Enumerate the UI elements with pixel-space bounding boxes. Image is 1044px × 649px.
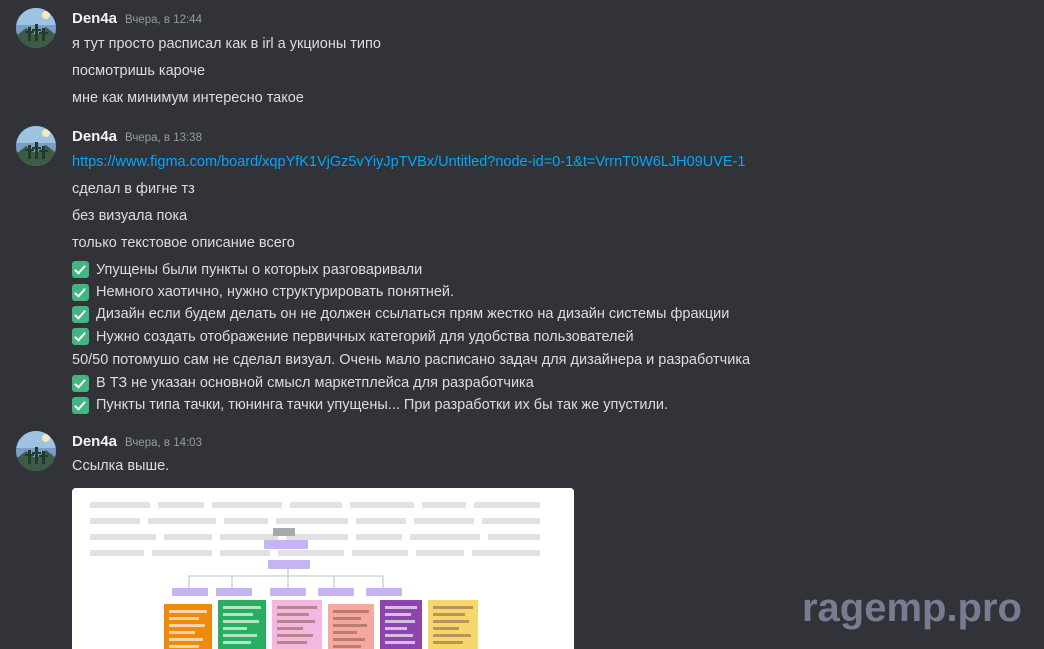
message-text: сделал в фигне тз bbox=[72, 180, 195, 197]
checklist-item-label: В ТЗ не указан основной смысл маркетплейса для разработчика bbox=[96, 375, 534, 392]
check-icon bbox=[72, 328, 89, 345]
checklist-item-label: Немного хаотично, нужно структурировать понятней. bbox=[96, 283, 455, 300]
checklist bbox=[72, 259, 1028, 417]
message-header bbox=[72, 433, 1028, 452]
watermark: ragemp.pro bbox=[801, 586, 1022, 630]
checklist-item bbox=[72, 394, 1028, 416]
check-icon bbox=[72, 375, 89, 392]
message-timestamp: Вчера, в 14:03 bbox=[125, 436, 202, 449]
message-author[interactable]: Den4a bbox=[72, 432, 118, 450]
message-text: я тут просто расписал как в irl а укционы типо bbox=[72, 35, 381, 52]
checklist-item-label: Дизайн если будем делать он не должен ссылаться прям жестко на дизайн системы фракции bbox=[96, 306, 730, 323]
message-text: посмотришь кароче bbox=[72, 62, 206, 79]
checklist-item-label: Пункты типа тачки, тюнинга тачки упущены... При разработки их бы так же упустили. bbox=[96, 397, 669, 414]
figma-board-link[interactable]: https://www.figma.com/board/xqpYfK1VjGz5vYiyJpTVBx/Untitled?node-id=0-1&t=VrrnT0W6LJH09UVE-1 bbox=[72, 153, 746, 170]
check-icon bbox=[72, 306, 89, 323]
checklist-item bbox=[72, 326, 1028, 348]
checklist-item bbox=[72, 281, 1028, 303]
message-author[interactable]: Den4a bbox=[72, 127, 118, 145]
checklist-item bbox=[72, 303, 1028, 325]
message-group bbox=[0, 6, 1044, 112]
checklist-item-label: Нужно создать отображение первичных категорий для удобства пользователей bbox=[96, 328, 634, 345]
checklist-item-label: Упущены были пункты о которых разговаривали bbox=[96, 261, 423, 278]
image-attachment[interactable] bbox=[72, 488, 574, 649]
message-text: мне как минимум интересно такое bbox=[72, 89, 304, 106]
check-icon bbox=[72, 397, 89, 414]
check-icon bbox=[72, 261, 89, 278]
message-timestamp: Вчера, в 13:38 bbox=[125, 131, 202, 144]
message-text: Ссылка выше. bbox=[72, 458, 170, 475]
checklist-item bbox=[72, 372, 1028, 394]
message-text: без визуала пока bbox=[72, 207, 188, 224]
avatar[interactable] bbox=[16, 8, 56, 48]
message-header bbox=[72, 128, 1028, 147]
checklist-item-plain: 50/50 потомушо сам не сделал визуал. Очень мало расписано задач для дизайнера и разработчика bbox=[72, 351, 751, 368]
avatar[interactable] bbox=[16, 126, 56, 166]
checklist-item bbox=[72, 259, 1028, 281]
message-group bbox=[0, 124, 1044, 417]
message-author[interactable]: Den4a bbox=[72, 10, 118, 27]
check-icon bbox=[72, 284, 89, 301]
message-timestamp: Вчера, в 12:44 bbox=[125, 14, 202, 26]
avatar[interactable] bbox=[16, 431, 56, 471]
message-header bbox=[72, 10, 1028, 29]
message-text: только текстовое описание всего bbox=[72, 234, 295, 251]
